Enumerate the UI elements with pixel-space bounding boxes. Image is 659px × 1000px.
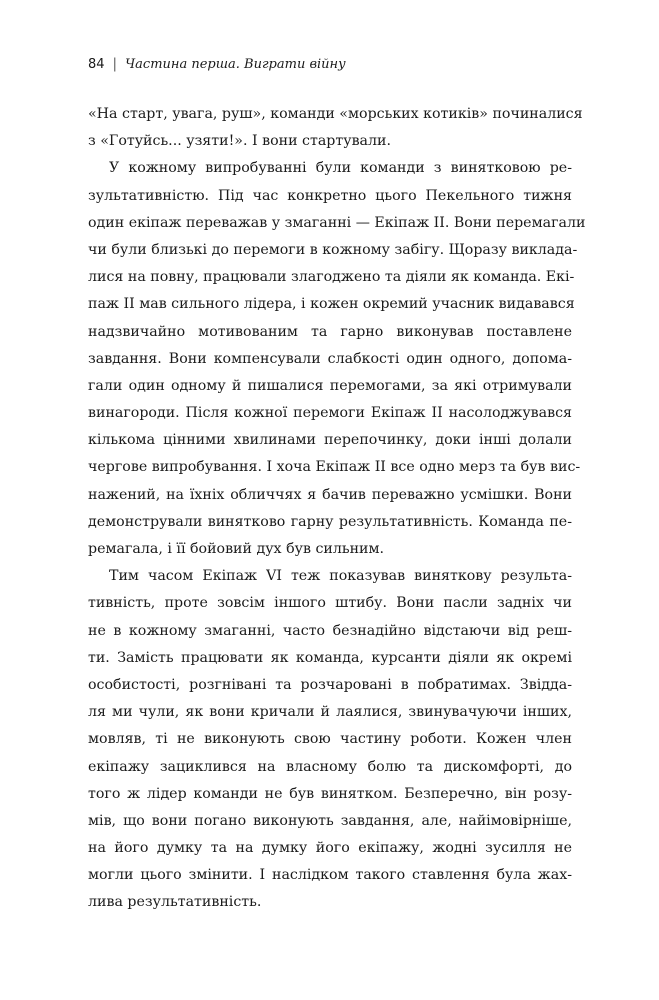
- text-line: особистості, розгнівані та розчаровані в побратимах. Звідда-: [88, 676, 572, 693]
- text-line: кількома цінними хвилинами перепочинку, доки інші долали: [88, 432, 572, 449]
- text-line: один екіпаж переважав у змаганні — Екіпаж ІІ. Вони перемагали: [88, 214, 586, 231]
- text-line: мів, що вони погано виконують завдання, але, найімовірніше,: [88, 812, 572, 829]
- text-line: надзвичайно мотивованим та гарно виконував поставлене: [88, 323, 572, 340]
- header-separator: |: [112, 56, 118, 72]
- paragraph: [88, 155, 586, 563]
- body-text: [88, 101, 586, 917]
- text-line: «На старт, увага, руш», команди «морських котиків» починалися: [88, 106, 583, 122]
- text-line: завдання. Вони компенсували слабкості один одного, допома-: [88, 350, 572, 367]
- running-header: [88, 55, 346, 74]
- text-line: могли цього змінити. І наслідком такого ставлення була жах-: [88, 867, 572, 884]
- text-line: тивність, проте зовсім іншого штибу. Вони пасли задніх чи: [88, 595, 572, 612]
- text-line: винагороди. Після кожної перемоги Екіпаж ІІ насолоджувався: [88, 405, 572, 422]
- text-line: гали один одному й пишалися перемогами, за які отримували: [88, 377, 572, 394]
- text-line: зультативністю. Під час конкретно цього Пекельного тижня: [88, 187, 572, 204]
- text-line: з «Готуйсь... узяти!». І вони стартували.: [88, 133, 391, 150]
- running-title: Частина перша. Виграти війну: [125, 57, 346, 72]
- text-line: демонстрували винятково гарну результативність. Команда пе-: [88, 513, 572, 530]
- text-line: мовляв, ті не виконують свою частину роботи. Кожен член: [88, 731, 572, 748]
- text-line: того ж лідер команди не був винятком. Безперечно, він розу-: [88, 785, 572, 802]
- text-line: нажений, на їхніх обличчях я бачив переважно усмішки. Вони: [88, 486, 572, 503]
- text-line: ти. Замість працювати як команда, курсанти діяли як окремі: [88, 649, 572, 666]
- paragraph: [88, 563, 572, 916]
- text-line: паж ІІ мав сильного лідера, і кожен окремий учасник видавався: [88, 296, 575, 313]
- text-line: лива результативність.: [88, 894, 262, 911]
- text-line: чи були близькі до перемоги в кожному забігу. Щоразу виклада-: [88, 241, 578, 258]
- text-line: екіпажу зациклився на власному болю та дискомфорті, до: [88, 758, 572, 775]
- text-line: не в кожному змаганні, часто безнадійно відстаючи від реш-: [88, 622, 572, 639]
- text-line: ля ми чули, як вони кричали й лаялися, звинувачуючи інших,: [88, 704, 572, 721]
- text-line: лися на повну, працювали злагоджено та діяли як команда. Екі-: [88, 269, 575, 286]
- page-number: 84: [88, 57, 105, 72]
- text-line: У кожному випробуванні були команди з винятковою ре-: [109, 160, 572, 177]
- text-line: ремагала, і її бойовий дух був сильним.: [88, 541, 385, 557]
- text-line: чергове випробування. І хоча Екіпаж ІІ все одно мерз та був вис-: [88, 459, 581, 476]
- text-line: Тим часом Екіпаж VI теж показував виняткову результа-: [109, 568, 572, 585]
- paragraph: [88, 101, 583, 155]
- text-line: на його думку та на думку його екіпажу, жодні зусилля не: [88, 840, 572, 857]
